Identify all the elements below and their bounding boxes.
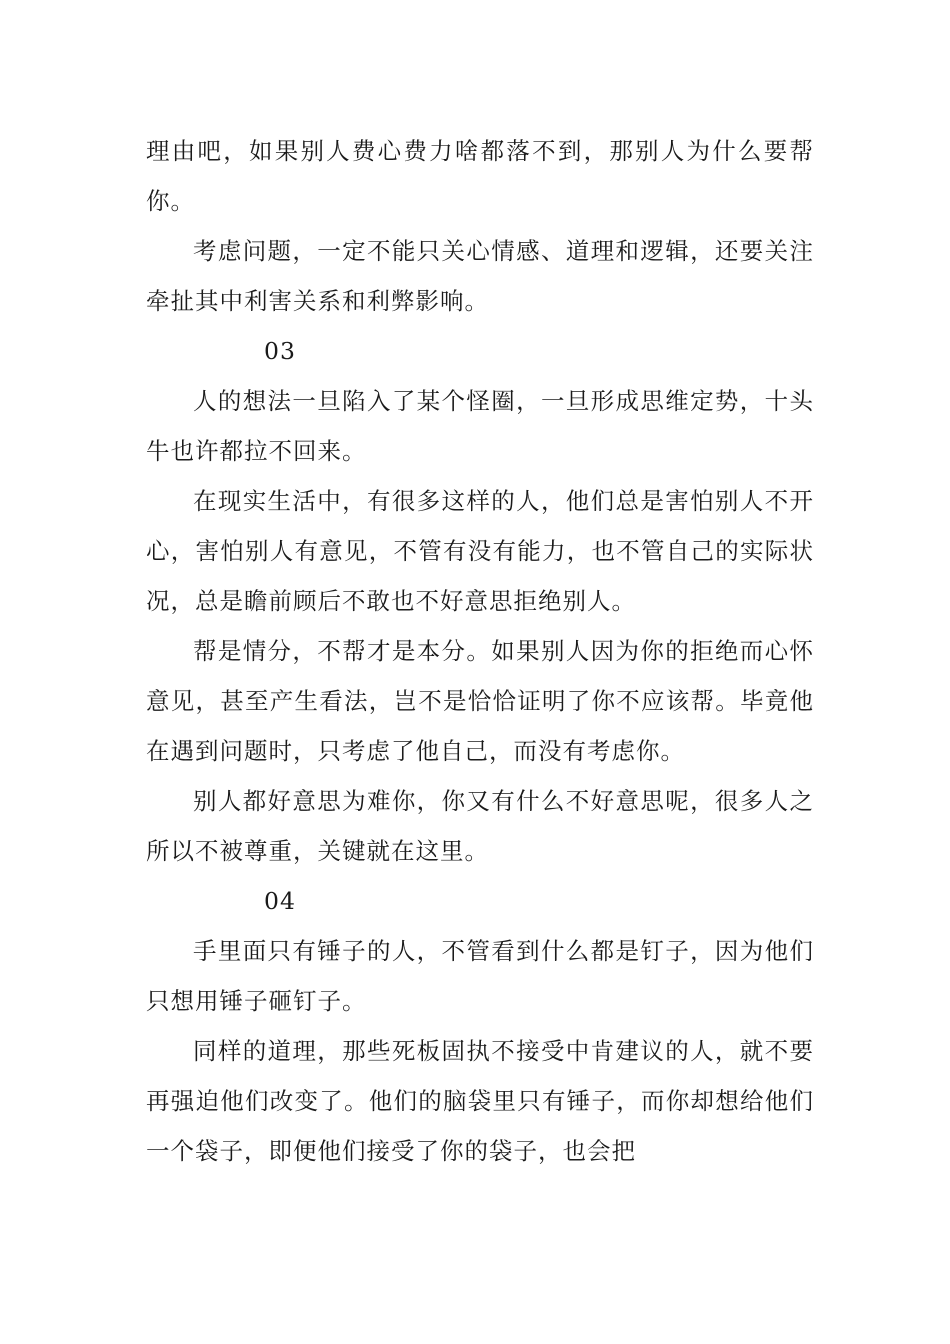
paragraph: 人的想法一旦陷入了某个怪圈，一旦形成思维定势，十头牛也许都拉不回来。 (146, 387, 814, 465)
section-number: 03 (264, 337, 296, 365)
paragraph: 别人都好意思为难你，你又有什么不好意思呢，很多人之所以不被尊重，关键就在这里。 (146, 787, 814, 865)
paragraph-continuation: 理由吧，如果别人费心费力啥都落不到，那别人为什么要帮你。 (146, 137, 814, 215)
paragraph: 考虑问题，一定不能只关心情感、道理和逻辑，还要关注牵扯其中利害关系和利弊影响。 (146, 237, 814, 315)
paragraph: 帮是情分，不帮才是本分。如果别人因为你的拒绝而心怀意见，甚至产生看法，岂不是恰恰证明了你不应该帮。毕竟他在遇到问题时，只考虑了他自己，而没有考虑你。 (146, 637, 814, 765)
paragraph: 同样的道理，那些死板固执不接受中肯建议的人，就不要再强迫他们改变了。他们的脑袋里只有锤子，而你却想给他们一个袋子，即便他们接受了你的袋子，也会把 (146, 1037, 814, 1165)
paragraph: 手里面只有锤子的人，不管看到什么都是钉子，因为他们只想用锤子砸钉子。 (146, 937, 814, 1015)
document-body (146, 126, 814, 1176)
paragraph: 在现实生活中，有很多这样的人，他们总是害怕别人不开心，害怕别人有意见，不管有没有能力，也不管自己的实际状况，总是瞻前顾后不敢也不好意思拒绝别人。 (146, 487, 814, 615)
section-number: 04 (264, 887, 296, 915)
